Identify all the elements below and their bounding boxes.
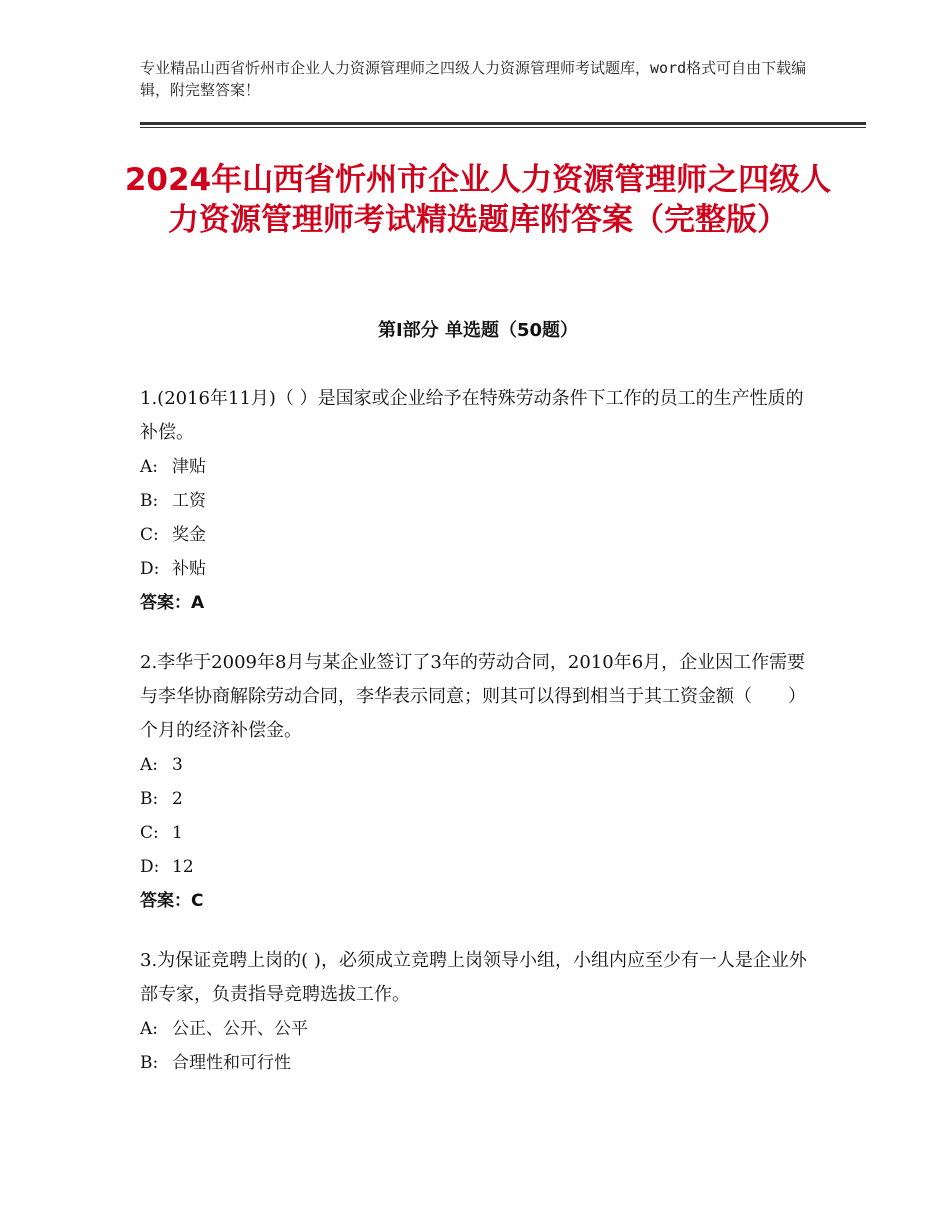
- option-b: [140, 484, 820, 518]
- section-title: 第Ⅰ部分 单选题（50题）: [377, 320, 578, 341]
- option-label: A:: [140, 457, 159, 477]
- option-label: B:: [140, 789, 159, 809]
- option-a: [140, 1012, 820, 1046]
- option-text: 3: [172, 755, 183, 775]
- option-label: B:: [140, 491, 159, 511]
- question-stem: 3.为保证竞聘上岗的( )，必须成立竞聘上岗领导小组，小组内应至少有一人是企业外部专家，负责指导竞聘选拔工作。: [140, 950, 807, 1005]
- option-text: 补贴: [172, 559, 206, 579]
- question-list: [140, 382, 820, 1106]
- option-b: [140, 782, 820, 816]
- option-text: 工资: [172, 491, 206, 511]
- option-text: 1: [172, 823, 183, 843]
- option-a: [140, 450, 820, 484]
- question-item: [140, 646, 820, 918]
- option-a: [140, 748, 820, 782]
- option-label: C:: [140, 525, 159, 545]
- option-d: [140, 552, 820, 586]
- option-text: 津贴: [172, 457, 206, 477]
- answer-line: 答案：A: [140, 593, 205, 613]
- question-item: [140, 944, 820, 1080]
- question-item: [140, 382, 820, 620]
- question-stem: 2.李华于2009年8月与某企业签订了3年的劳动合同，2010年6月，企业因工作需要与李华协商解除劳动合同，李华表示同意；则其可以得到相当于其工资金额（ ）个月的经济补偿金。: [140, 652, 806, 741]
- option-text: 合理性和可行性: [172, 1053, 291, 1073]
- option-text: 奖金: [172, 525, 206, 545]
- option-label: D:: [140, 857, 160, 877]
- option-b: [140, 1046, 820, 1080]
- question-stem: 1.(2016年11月)（ ）是国家或企业给予在特殊劳动条件下工作的员工的生产性质的补偿。: [140, 388, 804, 443]
- option-label: C:: [140, 823, 159, 843]
- answer-line: 答案：C: [140, 891, 204, 911]
- header-note: 专业精品山西省忻州市企业人力资源管理师之四级人力资源管理师考试题库，word格式可自由下载编辑，附完整答案！: [140, 59, 807, 99]
- option-label: A:: [140, 1019, 159, 1039]
- header-divider-thick: [140, 122, 866, 125]
- document-title: 2024年山西省忻州市企业人力资源管理师之四级人力资源管理师考试精选题库附答案（完整版）: [124, 162, 832, 238]
- option-label: A:: [140, 755, 159, 775]
- option-text: 公正、公开、公平: [172, 1019, 308, 1039]
- option-text: 2: [172, 789, 183, 809]
- option-c: [140, 518, 820, 552]
- option-label: B:: [140, 1053, 159, 1073]
- header-divider-thin: [140, 127, 866, 128]
- option-d: [140, 850, 820, 884]
- option-c: [140, 816, 820, 850]
- option-text: 12: [172, 857, 194, 877]
- option-label: D:: [140, 559, 160, 579]
